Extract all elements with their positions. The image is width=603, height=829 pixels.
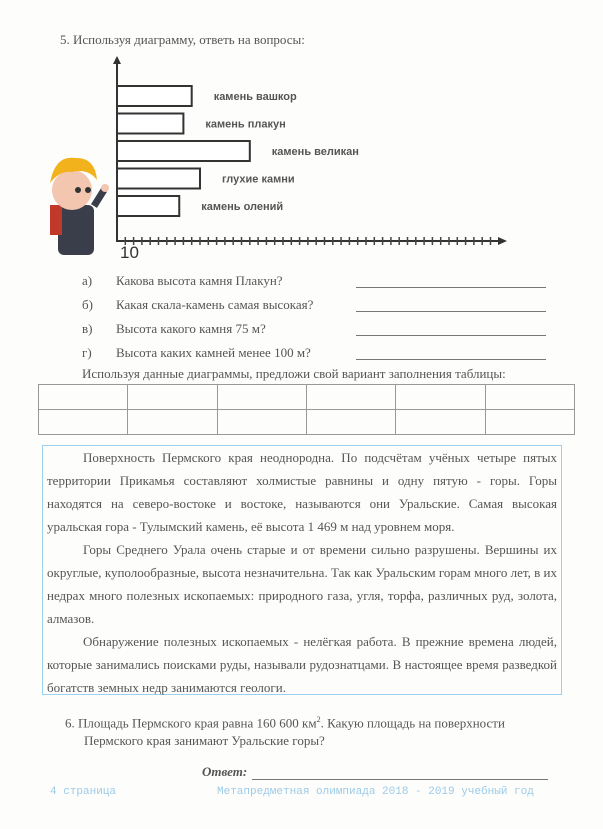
table-cell[interactable]: [396, 410, 485, 435]
question-letter: а): [82, 273, 93, 288]
table-prompt: Используя данные диаграммы, предложи свой вариант заполнения таблицы:: [82, 366, 506, 381]
boy-illustration: [50, 158, 109, 255]
bar-label: глухие камни: [222, 173, 295, 186]
bar: [117, 169, 200, 189]
question-text: Высота какого камня 75 м?: [116, 321, 266, 336]
task6-question-line2: Пермского края занимают Уральские горы?: [84, 733, 325, 748]
answer-label: Ответ:: [202, 764, 248, 779]
table-cell[interactable]: [485, 410, 574, 435]
bar-chart: [0, 0, 603, 270]
table-cell[interactable]: [217, 410, 306, 435]
bar: [117, 86, 192, 106]
question-letter: г): [82, 345, 92, 360]
question-text: Какая скала-камень самая высокая?: [116, 297, 314, 312]
table-cell[interactable]: [306, 410, 395, 435]
bar-label: камень плакун: [205, 118, 286, 131]
bar: [117, 141, 250, 161]
table-cell[interactable]: [217, 385, 306, 410]
answer-line[interactable]: [356, 287, 546, 288]
bar-label: камень олений: [201, 201, 284, 213]
bar: [117, 196, 179, 216]
paragraph: Поверхность Пермского края неоднородна. По подсчётам учёных четыре пятых территории Прикамья составляют холмистые равнины и одну пятую - горы. Горы находятся на северо-востоке и востоке, называются они Уральские. Самая высокая уральская гора - Тулымский камень, её высота 1 469 м над уровнем моря.: [47, 450, 557, 534]
table-cell[interactable]: [128, 385, 217, 410]
table-cell[interactable]: [306, 385, 395, 410]
bar-label: камень великан: [271, 146, 359, 158]
task6-question: [65, 715, 505, 731]
table-cell[interactable]: [485, 385, 574, 410]
answer-table: [38, 384, 575, 435]
tick-label: 10: [120, 243, 139, 262]
answer-line[interactable]: [252, 779, 548, 780]
reading-text-box: [42, 445, 562, 695]
table-cell[interactable]: [396, 385, 485, 410]
table-cell[interactable]: [128, 410, 217, 435]
answer-line[interactable]: [356, 335, 546, 336]
task5-title: 5. Используя диаграмму, ответь на вопросы:: [60, 32, 305, 47]
task6-text: 6. Площадь Пермского края равна 160 600 км: [65, 715, 317, 731]
task6-text: . Какую площадь на поверхности: [320, 715, 505, 731]
y-axis-arrow: [113, 56, 121, 64]
question-letter: б): [82, 297, 93, 312]
answer-line[interactable]: [356, 359, 546, 360]
x-axis-arrow: [498, 237, 507, 245]
bar-label: камень вашкор: [213, 91, 297, 103]
footer-event: Метапредметная олимпиада 2018 - 2019 учебный год: [217, 786, 534, 798]
bar: [117, 114, 183, 134]
table-cell[interactable]: [39, 385, 128, 410]
question-letter: в): [82, 321, 93, 336]
superscript: 2: [316, 715, 321, 724]
answer-line[interactable]: [356, 311, 546, 312]
question-text: Какова высота камня Плакун?: [116, 273, 283, 288]
question-text: Высота каких камней менее 100 м?: [116, 345, 311, 360]
paragraph: Горы Среднего Урала очень старые и от времени сильно разрушены. Вершины их округлые, куполообразные, высота незначительна. Так как Уральским горам много лет, в их недрах много полезных ископаемых: природного газа, угля, торфа, различных руд, золота, алмазов.: [47, 542, 557, 626]
footer-page: 4 страница: [50, 786, 117, 798]
table-cell[interactable]: [39, 410, 128, 435]
paragraph: Обнаружение полезных ископаемых - нелёгкая работа. В прежние времена людей, которые занимались поисками руды, называли рудознатцами. В настоящее время разведкой богатств земных недр занимаются геологи.: [47, 634, 557, 695]
